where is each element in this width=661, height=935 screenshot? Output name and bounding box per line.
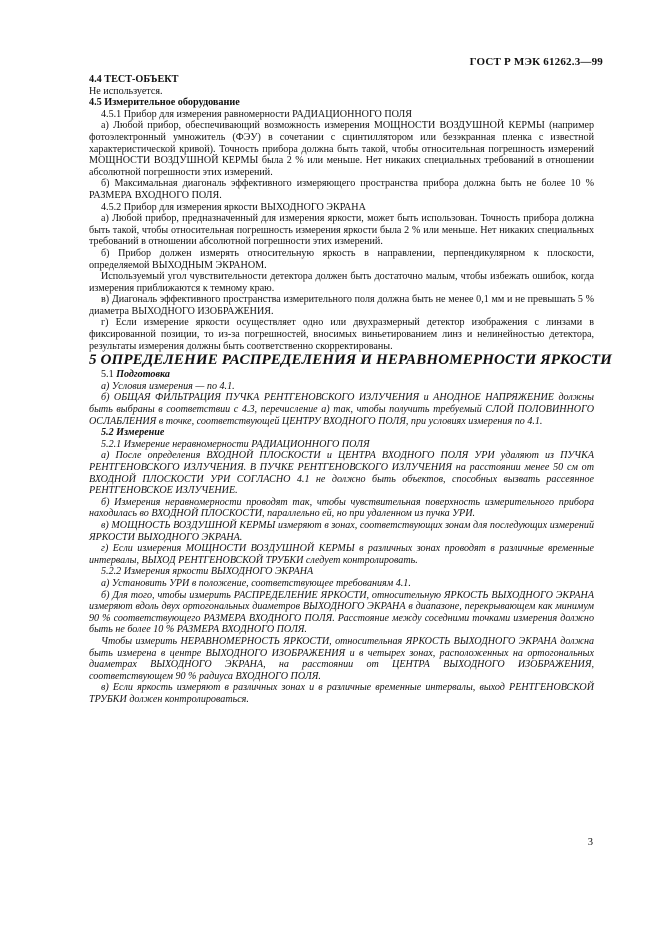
- paragraph: 4.5.2 Прибор для измерения яркости ВЫХОДНОГО ЭКРАНА: [101, 201, 366, 213]
- chapter-title: 5 ОПРЕДЕЛЕНИЕ РАСПРЕДЕЛЕНИЯ И НЕРАВНОМЕРНОСТИ ЯРКОСТИ: [89, 352, 613, 369]
- page-number: 3: [587, 837, 593, 848]
- paragraph: Чтобы измерить НЕРАВНОМЕРНОСТЬ ЯРКОСТИ, относительная ЯРКОСТЬ ВЫХОДНОГО ЭКРАНА должна быть измерена в центре ВЫХОДНОГО ИЗОБРАЖЕНИЯ и в четырех зонах, расположенных на ортогональных диаметрах ВЫХОДНОГО ЭКРАНА, на расстоянии от ЦЕНТРА ВЫХОДНОГО ИЗОБРАЖЕНИЯ, соответствующем 90 % радиуса ВХОДНОГО ПОЛЯ.: [89, 635, 594, 682]
- document-header: ГОСТ Р МЭК 61262.3—99: [469, 56, 603, 68]
- paragraph: а) Условия измерения — по 4.1.: [101, 380, 235, 392]
- paragraph: б) ОБЩАЯ ФИЛЬТРАЦИЯ ПУЧКА РЕНТГЕНОВСКОГО ИЗЛУЧЕНИЯ и АНОДНОЕ НАПРЯЖЕНИЕ должны быть выбраны в соответствии с 4.3, перечисление а) так, чтобы получить требуемый СЛОЙ ПОЛОВИННОГО ОСЛАБЛЕНИЯ в точке, соответствующей ЦЕНТРУ ВХОДНОГО ПОЛЯ, при условиях измерения по 4.1.: [89, 392, 594, 427]
- paragraph: а) Любой прибор, предназначенный для измерения яркости, может быть использован. Точность прибора должна быть такой, чтобы относительная погрешность измерения яркости была 2 % или меньше. Нет никаких специальных требований в отношении абсолютной погрешности этих измерений.: [89, 213, 594, 248]
- paragraph: Не используется.: [89, 85, 163, 97]
- section-heading: 4.5 Измерительное оборудование: [89, 97, 240, 109]
- paragraph: а) После определения ВХОДНОЙ ПЛОСКОСТИ и ЦЕНТРА ВХОДНОГО ПОЛЯ УРИ удаляют из ПУЧКА РЕНТГЕНОВСКОГО ИЗЛУЧЕНИЯ. В ПУЧКЕ РЕНТГЕНОВСКОГО ИЗЛУЧЕНИЯ на расстоянии менее 50 см от ВХОДНОЙ ПЛОСКОСТИ УРИ СОГЛАСНО 4.1 не должно быть объектов, способных вызвать рассеянное РЕНТГЕНОВСКОЕ ИЗЛУЧЕНИЕ.: [89, 450, 594, 497]
- paragraph: в) Диагональ эффективного пространства измерительного поля должна быть не менее 0,1 мм и не превышать 5 % диаметра ВЫХОДНОГО ИЗОБРАЖЕНИЯ.: [89, 294, 594, 317]
- paragraph: а) Любой прибор, обеспечивающий возможность измерения МОЩНОСТИ ВОЗДУШНОЙ КЕРМЫ (например фотоэлектронный умножитель (ФЭУ) в сочетании с сцинтиллятором или безэкранная пленка с известной характеристической кривой). Точность прибора должна быть такой, чтобы относительная погрешность измерений МОЩНОСТИ ВОЗДУШНОЙ КЕРМЫ была 2 % или меньше. Нет никаких специальных требований в отношении абсолютной погрешности этих измерений.: [89, 120, 594, 178]
- paragraph: 5.2.2 Измерения яркости ВЫХОДНОГО ЭКРАНА: [101, 566, 314, 578]
- subsection-heading: 5.2 Измерение: [101, 427, 165, 439]
- paragraph: б) Прибор должен измерять относительную яркость в направлении, перпендикулярном к плоскости, определяемой ВЫХОДНЫМ ЭКРАНОМ.: [89, 247, 594, 271]
- paragraph: 4.5.1 Прибор для измерения равномерности РАДИАЦИОННОГО ПОЛЯ: [101, 108, 412, 120]
- section-heading: 4.4 ТЕСТ-ОБЪЕКТ: [89, 74, 179, 85]
- paragraph: г) Если измерения МОЩНОСТИ ВОЗДУШНОЙ КЕРМЫ в различных зонах проводят в различные временные интервалы, ВЫХОД РЕНТГЕНОВСКОЙ ТРУБКИ следует контролировать.: [89, 543, 594, 566]
- paragraph: 5.2.1 Измерение неравномерности РАДИАЦИОННОГО ПОЛЯ: [101, 438, 370, 450]
- paragraph: Используемый угол чувствительности детектора должен быть достаточно малым, чтобы избежать ошибок, когда измерения приближаются к темному краю.: [89, 271, 594, 294]
- paragraph: в) МОЩНОСТЬ ВОЗДУШНОЙ КЕРМЫ измеряют в зонах, соответствующих зонам для последующих измерений ЯРКОСТИ ВЫХОДНОГО ЭКРАНА.: [89, 519, 594, 543]
- subsection-heading: 5.1 Подготовка: [101, 369, 170, 381]
- paragraph: б) Для того, чтобы измерить РАСПРЕДЕЛЕНИЕ ЯРКОСТИ, относительную ЯРКОСТЬ ВЫХОДНОГО ЭКРАНА измеряют вдоль двух ортогональных диаметров ВЫХОДНОГО ЭКРАНА в диапазоне, перекрывающем как минимум 90 % соответствующего РАЗМЕРА ВХОДНОГО ПОЛЯ. Расстояние между соседними точками измерения должно быть не более 10 % РАЗМЕРА ВХОДНОГО ПОЛЯ.: [89, 589, 594, 636]
- paragraph: б) Измерения неравномерности проводят так, чтобы чувствительная поверхность измерительного прибора находилась во ВХОДНОЙ ПЛОСКОСТИ, параллельно ей, но при удаленном из пучка УРИ.: [89, 496, 594, 520]
- paragraph: б) Максимальная диагональ эффективного измеряющего пространства прибора должна быть не более 10 % РАЗМЕРА ВХОДНОГО ПОЛЯ.: [89, 178, 594, 201]
- paragraph: в) Если яркость измеряют в различных зонах и в различные временные интервалы, выход РЕНТГЕНОВСКОЙ ТРУБКИ должен контролироваться.: [89, 682, 594, 705]
- paragraph: г) Если измерение яркости осуществляет одно или двухразмерный детектор изображения с линзами в фиксированной позиции, то из-за погрешностей, вносимых виньетированием линз и нелинейностью детектора, результаты измерения должны быть соответственно скорректированы.: [89, 317, 594, 352]
- document-body: [89, 74, 613, 705]
- paragraph: а) Установить УРИ в положение, соответствующее требованиям 4.1.: [101, 577, 411, 589]
